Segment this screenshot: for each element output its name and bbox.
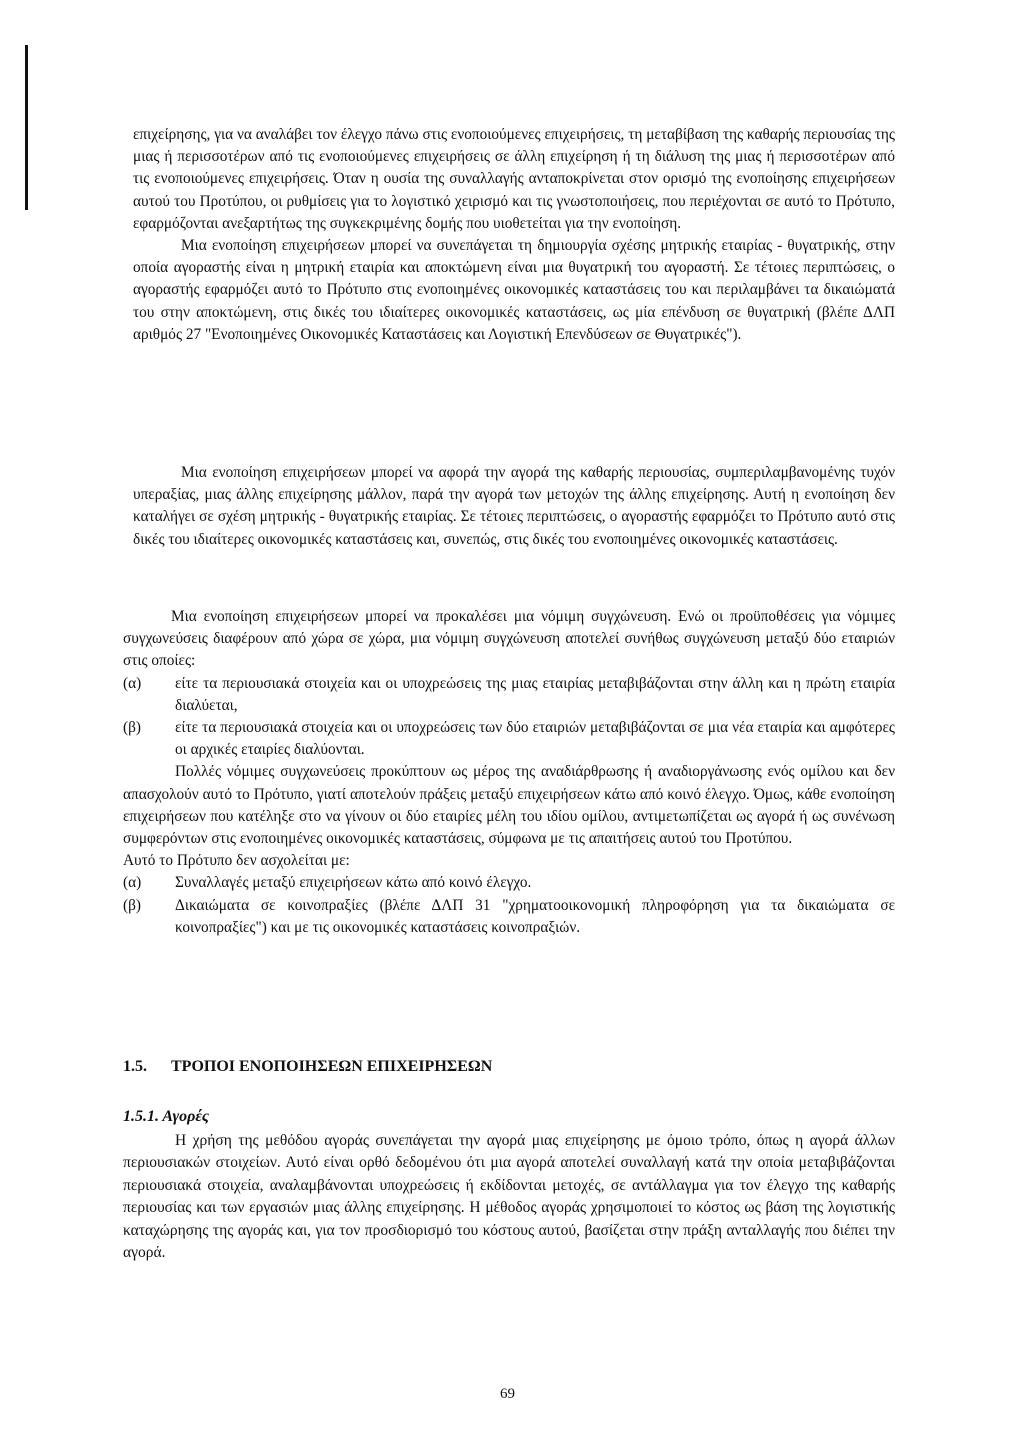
text-section-net-assets — [133, 462, 895, 551]
list-item — [123, 673, 895, 717]
subsection-heading: 1.5.1. Αγορές — [123, 1108, 210, 1125]
exclusions-intro: Αυτό το Πρότυπο δεν ασχολείται με: — [123, 852, 350, 870]
list-item — [123, 872, 895, 894]
paragraph: Μια ενοποίηση επιχειρήσεων μπορεί να αφορά την αγορά της καθαρής περιουσίας, συμπεριλαμβανομένης τυχόν υπεραξίας, μιας άλλης επιχείρησης μάλλον, παρά την αγορά των μετοχών της άλλης επιχείρησης. Αυτή η ενοποίηση δεν καταλήγει σε σχέση μητρικής - θυγατρικής εταιρίας. Σε τέτοιες περιπτώσεις, ο αγοραστής εφαρμόζει το Πρότυπο αυτό στις δικές του ιδιαίτερες οικονομικές καταστάσεις και, συνεπώς, στις δικές του ενοποιημένες οικονομικές καταστάσεις. — [133, 464, 895, 548]
list-item — [123, 895, 895, 939]
list-item — [123, 717, 895, 761]
section-title: ΤΡΟΠΟΙ ΕΝΟΠΟΙΗΣΕΩΝ ΕΠΙΧΕΙΡΗΣΕΩΝ — [171, 1058, 493, 1075]
list-label: (β) — [123, 896, 141, 914]
list-text: είτε τα περιουσιακά στοιχεία και οι υποχρεώσεις της μιας εταιρίας μεταβιβάζονται στην άλλη και η πρώτη εταιρία διαλύεται, — [175, 674, 895, 714]
list-text: Συναλλαγές μεταξύ επιχειρήσεων κάτω από κοινό έλεγχο. — [175, 874, 532, 892]
paragraph: Πολλές νόμιμες συγχωνεύσεις προκύπτουν ως μέρος της αναδιάρθρωσης ή αναδιοργάνωσης ενός ομίλου και δεν απασχολούν αυτό το Πρότυπο, γιατί αποτελούν πράξεις μεταξύ επιχειρήσεων κάτω από κοινό έλεγχο. Όμως, κάθε ενοποίηση επιχειρήσεων που κατέληξε στο να γίνουν οι δύο εταιρίες μέλη του ιδίου ομίλου, αντιμετωπίζεται ως αγορά ή ως συνένωση συμφερόντων στις ενοποιημένες οικονομικές καταστάσεις, σύμφωνα με τις απαιτήσεις αυτού του Προτύπου. — [123, 763, 895, 848]
paragraph: Μια ενοποίηση επιχειρήσεων μπορεί να προκαλέσει μια νόμιμη συγχώνευση. Ενώ οι προϋποθέσεις για νόμιμες συγχωνεύσεις διαφέρουν από χώρα σε χώρα, μια νόμιμη συγχώνευση αποτελεί συνήθως συγχώνευση μεταξύ δύο εταιριών στις οποίες: — [123, 608, 895, 670]
section-number: 1.5. — [123, 1058, 147, 1075]
list-text: Δικαιώματα σε κοινοπραξίες (βλέπε ΔΛΠ 31 "χρηματοοικονομική πληροφόρηση για τα δικαιώματα σε κοινοπραξίες") και με τις οικονομικές καταστάσεις κοινοπραξιών. — [175, 896, 895, 936]
text-section-opening — [133, 124, 895, 346]
text-section-acquisitions — [123, 1130, 895, 1264]
scan-edge-mark — [25, 45, 28, 210]
list-text: είτε τα περιουσιακά στοιχεία και οι υποχρεώσεις των δύο εταιριών μεταβιβάζονται σε μια νέα εταιρία και αμφότερες οι αρχικές εταιρίες διαλύονται. — [175, 719, 895, 759]
section-heading — [123, 1058, 492, 1076]
text-section-legal-merger — [123, 606, 895, 939]
paragraph: Μια ενοποίηση επιχειρήσεων μπορεί να συνεπάγεται τη δημιουργία σχέσης μητρικής εταιρίας - θυγατρικής, στην οποία αγοραστής είναι η μητρική εταιρία και αποκτώμενη είναι μια θυγατρική του αγοραστή. Σε τέτοιες περιπτώσεις, ο αγοραστής εφαρμόζει αυτό το Πρότυπο στις ενοποιημένες οικονομικές καταστάσεις του και περιλαμβάνει τα δικαιώματά του στην αποκτώμενη, στις δικές του ιδιαίτερες οικονομικές καταστάσεις, ως μία επένδυση σε θυγατρική (βλέπε ΔΛΠ αριθμός 27 "Ενοποιημένες Οικονομικές Καταστάσεις και Λογιστική Επενδύσεων σε Θυγατρικές"). — [133, 237, 895, 343]
paragraph: επιχείρησης, για να αναλάβει τον έλεγχο πάνω στις ενοποιούμενες επιχειρήσεις, τη μεταβίβαση της καθαρής περιουσίας της μιας ή περισσοτέρων από τις ενοποιούμενες επιχειρήσεις σε άλλη επιχείρηση ή τη διάλυση της μιας ή περισσοτέρων από τις ενοποιούμενες επιχειρήσεις. Όταν η ουσία της συναλλαγής ανταποκρίνεται στον ορισμό της ενοποίησης επιχειρήσεων αυτού του Προτύπου, οι ρυθμίσεις για το λογιστικό χειρισμό και τις γνωστοποιήσεις, που περιέχονται σε αυτό το Πρότυπο, εφαρμόζονται ανεξαρτήτως της συγκεκριμένης δομής που υιοθετείται για την ενοποίηση. — [133, 126, 895, 232]
list-label: (α) — [123, 674, 142, 692]
list-label: (β) — [123, 719, 141, 737]
page-number: 69 — [500, 1386, 515, 1402]
paragraph: Η χρήση της μεθόδου αγοράς συνεπάγεται την αγορά μιας επιχείρησης με όμοιο τρόπο, όπως η αγορά άλλων περιουσιακών στοιχείων. Αυτό είναι ορθό δεδομένου ότι μια αγορά αποτελεί συναλλαγή κατά την οποία μεταβιβάζονται περιουσιακά στοιχεία, αναλαμβάνονται υποχρεώσεις ή εκδίδονται μετοχές, σε αντάλλαγμα για τον έλεγχο της καθαρής περιουσίας και των εργασιών μιας άλλης επιχείρησης. Η μέθοδος αγοράς χρησιμοποιεί το κόστος ως βάση της λογιστικής καταχώρησης της αγοράς και, για τον προσδιορισμό του κόστους αυτού, βασίζεται στην πράξη ανταλλαγής που διέπει την αγορά. — [123, 1132, 895, 1262]
list-label: (α) — [123, 874, 142, 892]
